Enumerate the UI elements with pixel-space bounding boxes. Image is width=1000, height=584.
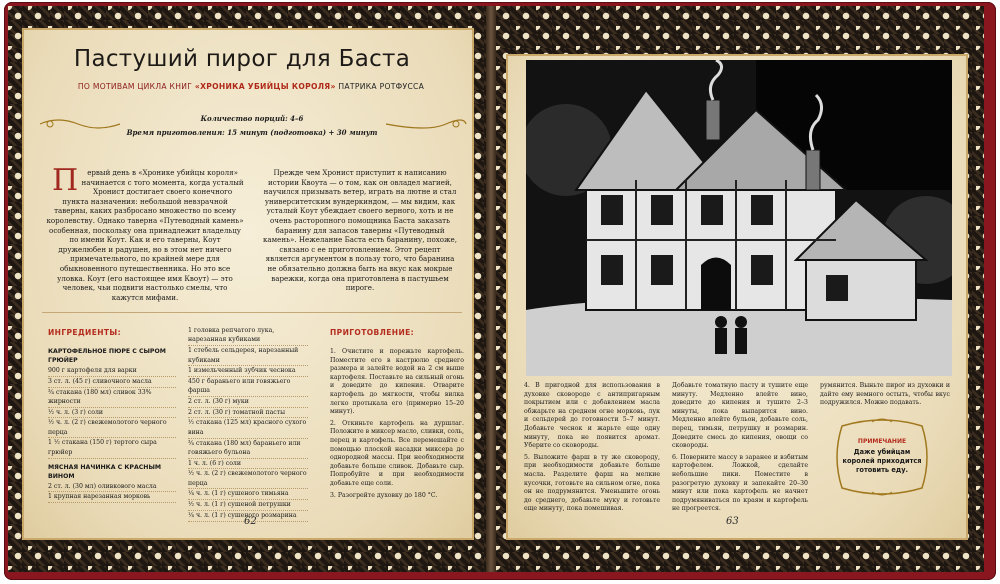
list-item: 6. Поверните массу в заранее и взбитым картофелем. Ложкой, сделайте небольшие пики. Поместите в разогретую духовку и запекайте 20–30 минут или пока картофель не начнет подрумяниваться по краям и картофель не прогреется. bbox=[672, 453, 808, 513]
list-item: ¾ стакана (180 мл) бараньего или говяжьего бульона bbox=[188, 439, 308, 459]
list-item: КАРТОФЕЛЬНОЕ ПЮРЕ С СЫРОМ ГРЮЙЕР bbox=[48, 348, 166, 365]
prep-time: Время приготовления: 15 минут (подготовка) + 30 минут bbox=[126, 128, 378, 137]
list-item: 450 г бараньего или говяжьего фарша bbox=[188, 377, 308, 397]
list-item: 3 ст. л. (45 г) сливочного масла bbox=[48, 377, 176, 388]
swirl-ornament-left-icon bbox=[38, 116, 122, 132]
list-item: МЯСНАЯ НАЧИНКА С КРАСНЫМ ВИНОМ bbox=[48, 463, 162, 480]
method-heading: ПРИГОТОВЛЕНИЕ: bbox=[330, 328, 415, 337]
page-number-right: 63 bbox=[726, 516, 739, 527]
list-item: 2 ст. л. (30 г) томатной пасты bbox=[188, 408, 308, 419]
steps-column-2 bbox=[672, 382, 808, 517]
recipe-title: Пастуший пирог для Баста bbox=[73, 46, 411, 72]
list-item: ½ ч. л. (2 г) свежемолотого черного перца bbox=[188, 469, 308, 489]
swirl-ornament-right-icon bbox=[384, 116, 468, 132]
list-item: Добавьте томатную пасту и тушите еще минуту. Медленно влейте вино, доведите до кипения и тушите 2–3 минуты, пока выпарится вино. Медленно влейте бульон, добавьте соль, перец, тимьян, петрушку и розмарин. Доведите смесь до кипения, овощи со сковороды. bbox=[672, 382, 808, 450]
recipe-subtitle bbox=[36, 82, 466, 91]
ingredients-heading: ИНГРЕДИЕНТЫ: bbox=[48, 328, 121, 337]
list-item: 2. Откиньте картофель на дуршлаг. Положите в миксер масло, сливки, соль, перец и картофель. Все перемешайте с помощью плоской насадки миксера до однородной массы. При необходимости добавьте больше сливок. Добавьте сыр. Попробуйте и при необходимости добавьте еще соли. bbox=[330, 419, 464, 487]
list-item: ½ стакана (125 мл) красного сухого вина bbox=[188, 418, 308, 438]
divider bbox=[42, 312, 462, 313]
step-text: румянится. Выньте пирог из духовки и дайте ему немного остыть, чтобы вкус подружился. Можно подавать. bbox=[820, 382, 950, 407]
list-item: 1 измельченный зубчик чеснока bbox=[188, 366, 308, 377]
right-content bbox=[496, 8, 984, 574]
subtitle-prefix: ПО МОТИВАМ ЦИКЛА КНИГ bbox=[77, 82, 195, 91]
subtitle-book: «ХРОНИКА УБИЙЦЫ КОРОЛЯ» bbox=[194, 82, 336, 91]
subtitle-author: ПАТРИКА РОТФУССА bbox=[335, 82, 425, 91]
note-label: ПРИМЕЧАНИЕ bbox=[857, 438, 907, 445]
note-box bbox=[832, 416, 932, 498]
list-item: 2 ст. л. (30 мл) оливкового масла bbox=[48, 482, 176, 493]
list-item: 1 ч. л. (6 г) соли bbox=[188, 459, 308, 470]
list-item: ¼ ч. л. (1 г) сушеного тимьяна bbox=[188, 489, 308, 500]
list-item: 1 стебель сельдерея, нарезанный кубиками bbox=[188, 346, 308, 366]
page-number-left: 62 bbox=[244, 516, 257, 527]
intro-column-1 bbox=[46, 163, 244, 302]
list-item: 900 г картофеля для варки bbox=[48, 366, 176, 377]
ingredients-list-2 bbox=[188, 326, 308, 522]
list-item: ½ ч. л. (3 г) соли bbox=[48, 408, 176, 419]
list-item: ½ ч. л. (2 г) свежемолотого черного перца bbox=[48, 418, 176, 438]
intro-column-2: Прежде чем Хронист приступит к написанию истории Квоута — о том, как он овладел магией, научился призывать ветер, играть на лютне и стал университетским вундеркиндом, — мы видим, как усталый Коут убеждает своего верного, хоть и не очень расторопного помощника Баста заказать баранину для запасов таверны «Путеводный камень». Нежелание Баста есть баранину, похоже, связано с ее приготовлением. Этот рецепт является аргументом в пользу того, что баранина не обязательно должна быть на вкус как мокрые варежки, когда она приготовлена в пастушьем пироге. bbox=[263, 168, 457, 293]
list-item: 4. В пригодной для использования в духовке сковороде с антипригарным покрытием или с добавлением масла обжарьте на среднем огне морковь, лук и сельдерей до готовности 5–7 минут. Добавьте чеснок и жарьте еще одну минуту, пока не появится аромат. Уберите со сковороды. bbox=[524, 382, 660, 450]
note-text: Даже убийцам королей приходится готовить еду. bbox=[842, 448, 922, 474]
servings: Количество порций: 4–6 bbox=[200, 114, 304, 123]
tavern-illustration bbox=[526, 60, 952, 376]
list-item: 1 ½ стакана (150 г) тертого сыра грюйер bbox=[48, 438, 176, 458]
left-content bbox=[12, 8, 490, 574]
list-item: 1 головка репчатого лука, нарезанная кубиками bbox=[188, 326, 308, 346]
steps-column-3 bbox=[820, 382, 950, 411]
tavern-drawing-icon bbox=[526, 60, 952, 376]
method-steps bbox=[330, 348, 464, 503]
intro-text-1: ервый день в «Хронике убийцы короля» начинается с того момента, когда усталый Хронист достигает своего конечного пункта назначения: небольшой невзрачной таверны, каких разбросано множество по всему королевству. Однако таверна «Путеводный камень» особенная, поскольку она принадлежит владельцу по имени Коут. Как и его таверны, Коут дружелюбен и радушен, но в этом нет ничего примечательного, по крайней мере для обыкновенного путешественника. Но это все уловка. Коут (его настоящее имя Квоут) — это человек, чьи подвиги настолько смелы, что кажутся мифами. bbox=[46, 168, 244, 302]
list-item: ¼ ч. л. (1 г) сушеного розмарина bbox=[188, 511, 308, 522]
list-item: 1. Очистите и порежьте картофель. Поместите его в кастрюлю среднего размера и залейте водой на 2 см выше картофеля. Поставьте на сильный огонь и доведите до кипения. Отварите картофель до мягкости, чтобы вилка легко протыкала его (примерно 15–20 минут). bbox=[330, 348, 464, 416]
list-item: ½ ч. л. (1 г) сушеной петрушки bbox=[188, 500, 308, 511]
drop-cap: П bbox=[52, 163, 79, 198]
ingredients-list-1 bbox=[48, 343, 176, 503]
list-item: 3. Разогрейте духовку до 180 °С. bbox=[330, 491, 438, 499]
recipe-info bbox=[122, 112, 382, 140]
list-item: 2 ст. л. (30 г) муки bbox=[188, 397, 308, 408]
list-item: ¾ стакана (180 мл) сливок 33% жирности bbox=[48, 388, 176, 408]
list-item: 5. Выложите фарш в ту же сковороду, при необходимости добавьте больше масла. Разделите фарш на мелкие кусочки, готовьте на сильном огне, пока он не подрумянится. Уменьшите огонь до среднего, добавьте муку и готовьте еще минуту, пока помешивая. bbox=[524, 453, 660, 513]
list-item: 1 крупная нарезанная морковь bbox=[48, 492, 176, 503]
steps-column-1 bbox=[524, 382, 660, 517]
